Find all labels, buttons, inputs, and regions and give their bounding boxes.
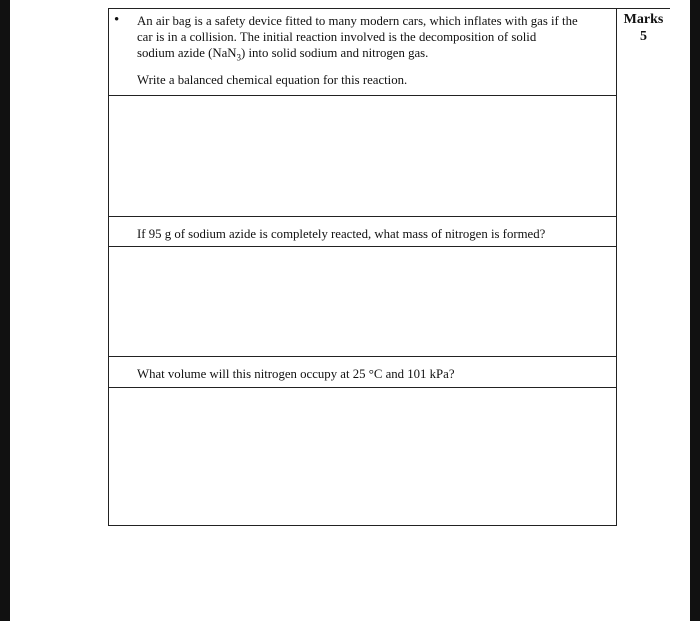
answer-box-3-top-border	[108, 387, 617, 388]
line3-suffix: ) into solid sodium and nitrogen gas.	[241, 46, 429, 60]
marks-value: 5	[640, 29, 647, 44]
question-intro-line-1: An air bag is a safety device fitted to many modern cars, which inflates with gas if the	[137, 14, 578, 28]
question-intro-line-2: car is in a collision. The initial reaction involved is the decomposition of solid	[137, 30, 537, 44]
bullet-point: •	[114, 12, 120, 28]
answer-area-volume[interactable]	[110, 390, 615, 524]
right-page-edge	[690, 0, 700, 621]
question-intro	[137, 13, 611, 66]
answer-box-1-top-border	[108, 95, 617, 96]
answer-area-equation[interactable]	[110, 97, 615, 215]
question-instruction: Write a balanced chemical equation for this reaction.	[137, 73, 408, 87]
answer-area-mass[interactable]	[110, 248, 615, 356]
azide-subscript: 3	[236, 52, 242, 63]
question-intro-line-3	[137, 45, 611, 66]
question-part-3: What volume will this nitrogen occupy at 25 °C and 101 kPa?	[137, 367, 455, 381]
left-page-edge	[0, 0, 10, 621]
question-part-2: If 95 g of sodium azide is completely reacted, what mass of nitrogen is formed?	[137, 227, 546, 241]
answer-box-1-bottom-border	[108, 216, 617, 217]
line3-prefix: sodium azide (NaN	[137, 46, 237, 60]
marks-label: Marks	[623, 12, 664, 27]
answer-box-2-bottom-border	[108, 356, 617, 357]
marks-column	[617, 8, 670, 45]
answer-box-2-top-border	[108, 246, 617, 247]
